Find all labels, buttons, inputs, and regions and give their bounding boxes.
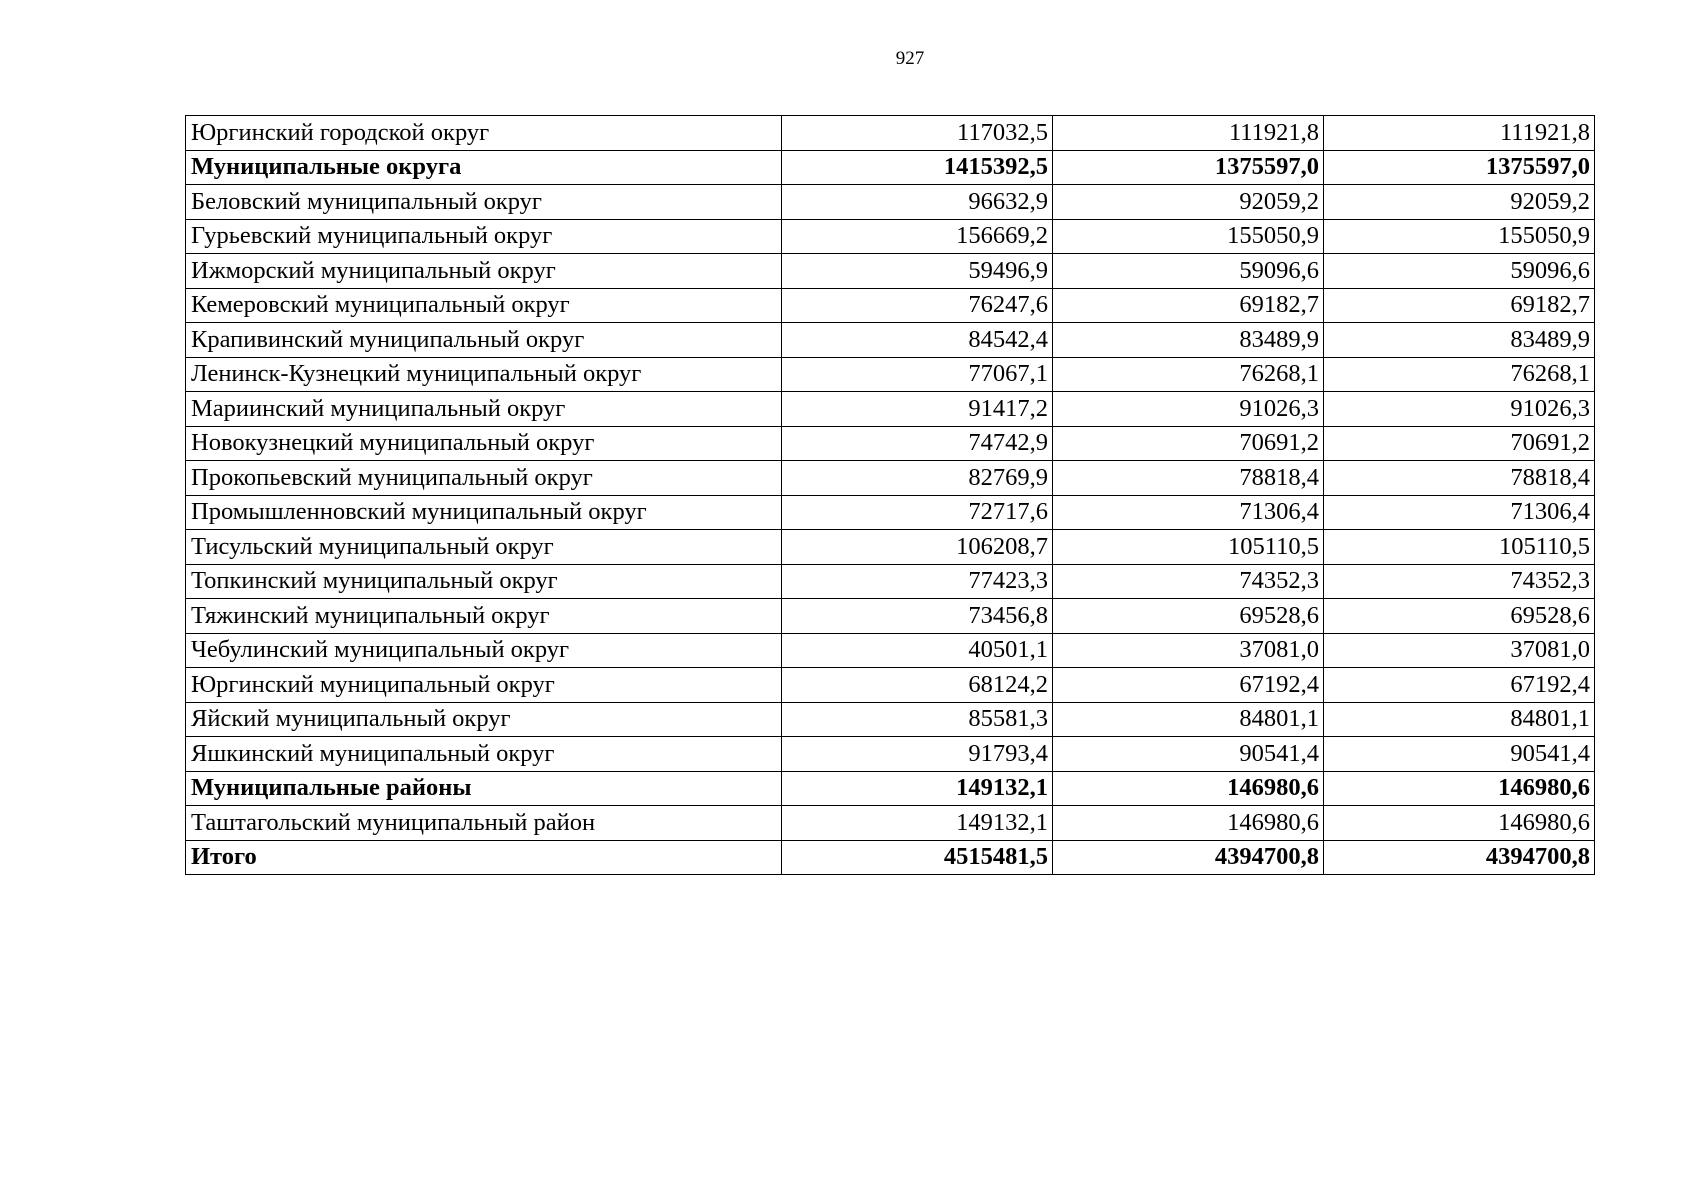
- row-value-3-cell: 71306,4: [1324, 495, 1595, 530]
- row-value-1-cell: 85581,3: [782, 702, 1053, 737]
- row-value-1-cell: 74742,9: [782, 426, 1053, 461]
- table-row: [186, 840, 1595, 875]
- row-value-2-cell: 71306,4: [1053, 495, 1324, 530]
- row-name-cell: Яшкинский муниципальный округ: [186, 737, 782, 772]
- row-value-2-cell: 146980,6: [1053, 771, 1324, 806]
- table-row: [186, 530, 1595, 565]
- row-value-2-cell: 105110,5: [1053, 530, 1324, 565]
- row-name-cell: Гурьевский муниципальный округ: [186, 219, 782, 254]
- row-value-3-cell: 91026,3: [1324, 392, 1595, 427]
- row-name-cell: Ижморский муниципальный округ: [186, 254, 782, 289]
- row-value-1-cell: 77067,1: [782, 357, 1053, 392]
- row-value-1-cell: 77423,3: [782, 564, 1053, 599]
- row-value-1-cell: 1415392,5: [782, 150, 1053, 185]
- row-value-2-cell: 146980,6: [1053, 806, 1324, 841]
- row-value-1-cell: 76247,6: [782, 288, 1053, 323]
- row-value-3-cell: 4394700,8: [1324, 840, 1595, 875]
- row-value-2-cell: 59096,6: [1053, 254, 1324, 289]
- row-value-2-cell: 84801,1: [1053, 702, 1324, 737]
- row-name-cell: Итого: [186, 840, 782, 875]
- row-value-1-cell: 59496,9: [782, 254, 1053, 289]
- row-value-1-cell: 149132,1: [782, 806, 1053, 841]
- row-value-2-cell: 78818,4: [1053, 461, 1324, 496]
- row-value-1-cell: 72717,6: [782, 495, 1053, 530]
- table-row: [186, 564, 1595, 599]
- row-value-3-cell: 69182,7: [1324, 288, 1595, 323]
- row-value-3-cell: 90541,4: [1324, 737, 1595, 772]
- row-value-2-cell: 69182,7: [1053, 288, 1324, 323]
- row-name-cell: Муниципальные районы: [186, 771, 782, 806]
- row-value-2-cell: 90541,4: [1053, 737, 1324, 772]
- row-name-cell: Тяжинский муниципальный округ: [186, 599, 782, 634]
- row-value-2-cell: 91026,3: [1053, 392, 1324, 427]
- row-value-3-cell: 74352,3: [1324, 564, 1595, 599]
- row-name-cell: Юргинский муниципальный округ: [186, 668, 782, 703]
- row-name-cell: Ленинск-Кузнецкий муниципальный округ: [186, 357, 782, 392]
- row-name-cell: Новокузнецкий муниципальный округ: [186, 426, 782, 461]
- table-row: [186, 392, 1595, 427]
- row-name-cell: Юргинский городской округ: [186, 116, 782, 151]
- row-value-3-cell: 155050,9: [1324, 219, 1595, 254]
- row-value-2-cell: 92059,2: [1053, 185, 1324, 220]
- table-row: [186, 599, 1595, 634]
- row-value-2-cell: 111921,8: [1053, 116, 1324, 151]
- row-value-2-cell: 37081,0: [1053, 633, 1324, 668]
- table-row: [186, 150, 1595, 185]
- row-name-cell: Тисульский муниципальный округ: [186, 530, 782, 565]
- row-value-1-cell: 82769,9: [782, 461, 1053, 496]
- row-name-cell: Прокопьевский муниципальный округ: [186, 461, 782, 496]
- table-row: [186, 495, 1595, 530]
- row-value-3-cell: 69528,6: [1324, 599, 1595, 634]
- row-name-cell: Яйский муниципальный округ: [186, 702, 782, 737]
- row-value-2-cell: 69528,6: [1053, 599, 1324, 634]
- row-name-cell: Беловский муниципальный округ: [186, 185, 782, 220]
- row-value-1-cell: 96632,9: [782, 185, 1053, 220]
- row-value-3-cell: 78818,4: [1324, 461, 1595, 496]
- row-value-3-cell: 1375597,0: [1324, 150, 1595, 185]
- row-name-cell: Чебулинский муниципальный округ: [186, 633, 782, 668]
- row-value-2-cell: 83489,9: [1053, 323, 1324, 358]
- row-value-3-cell: 84801,1: [1324, 702, 1595, 737]
- row-value-1-cell: 106208,7: [782, 530, 1053, 565]
- row-value-3-cell: 67192,4: [1324, 668, 1595, 703]
- page-number: 927: [895, 48, 925, 69]
- table-row: [186, 461, 1595, 496]
- row-name-cell: Промышленновский муниципальный округ: [186, 495, 782, 530]
- row-name-cell: Муниципальные округа: [186, 150, 782, 185]
- row-value-3-cell: 59096,6: [1324, 254, 1595, 289]
- row-value-2-cell: 70691,2: [1053, 426, 1324, 461]
- row-value-1-cell: 4515481,5: [782, 840, 1053, 875]
- row-value-1-cell: 68124,2: [782, 668, 1053, 703]
- row-value-1-cell: 91793,4: [782, 737, 1053, 772]
- row-value-3-cell: 111921,8: [1324, 116, 1595, 151]
- row-value-1-cell: 117032,5: [782, 116, 1053, 151]
- row-name-cell: Таштагольский муниципальный район: [186, 806, 782, 841]
- row-name-cell: Кемеровский муниципальный округ: [186, 288, 782, 323]
- table-row: [186, 771, 1595, 806]
- table-row: [186, 737, 1595, 772]
- table-row: [186, 633, 1595, 668]
- row-value-1-cell: 149132,1: [782, 771, 1053, 806]
- row-value-1-cell: 40501,1: [782, 633, 1053, 668]
- row-value-3-cell: 83489,9: [1324, 323, 1595, 358]
- row-value-2-cell: 155050,9: [1053, 219, 1324, 254]
- table-row: [186, 806, 1595, 841]
- row-value-2-cell: 74352,3: [1053, 564, 1324, 599]
- row-name-cell: Топкинский муниципальный округ: [186, 564, 782, 599]
- row-value-3-cell: 146980,6: [1324, 806, 1595, 841]
- row-value-3-cell: 105110,5: [1324, 530, 1595, 565]
- row-value-2-cell: 76268,1: [1053, 357, 1324, 392]
- row-value-1-cell: 73456,8: [782, 599, 1053, 634]
- row-name-cell: Крапивинский муниципальный округ: [186, 323, 782, 358]
- table-row: [186, 357, 1595, 392]
- row-value-2-cell: 4394700,8: [1053, 840, 1324, 875]
- table-row: [186, 323, 1595, 358]
- table-row: [186, 185, 1595, 220]
- table-row: [186, 116, 1595, 151]
- row-value-3-cell: 92059,2: [1324, 185, 1595, 220]
- table-body: [186, 116, 1595, 875]
- row-value-2-cell: 1375597,0: [1053, 150, 1324, 185]
- table-row: [186, 288, 1595, 323]
- row-value-2-cell: 67192,4: [1053, 668, 1324, 703]
- table-row: [186, 426, 1595, 461]
- table-row: [186, 668, 1595, 703]
- table-row: [186, 254, 1595, 289]
- row-value-1-cell: 91417,2: [782, 392, 1053, 427]
- row-value-3-cell: 70691,2: [1324, 426, 1595, 461]
- row-value-1-cell: 156669,2: [782, 219, 1053, 254]
- row-value-1-cell: 84542,4: [782, 323, 1053, 358]
- table-row: [186, 219, 1595, 254]
- row-value-3-cell: 37081,0: [1324, 633, 1595, 668]
- table-row: [186, 702, 1595, 737]
- budget-table: [185, 115, 1595, 875]
- row-value-3-cell: 146980,6: [1324, 771, 1595, 806]
- row-name-cell: Мариинский муниципальный округ: [186, 392, 782, 427]
- row-value-3-cell: 76268,1: [1324, 357, 1595, 392]
